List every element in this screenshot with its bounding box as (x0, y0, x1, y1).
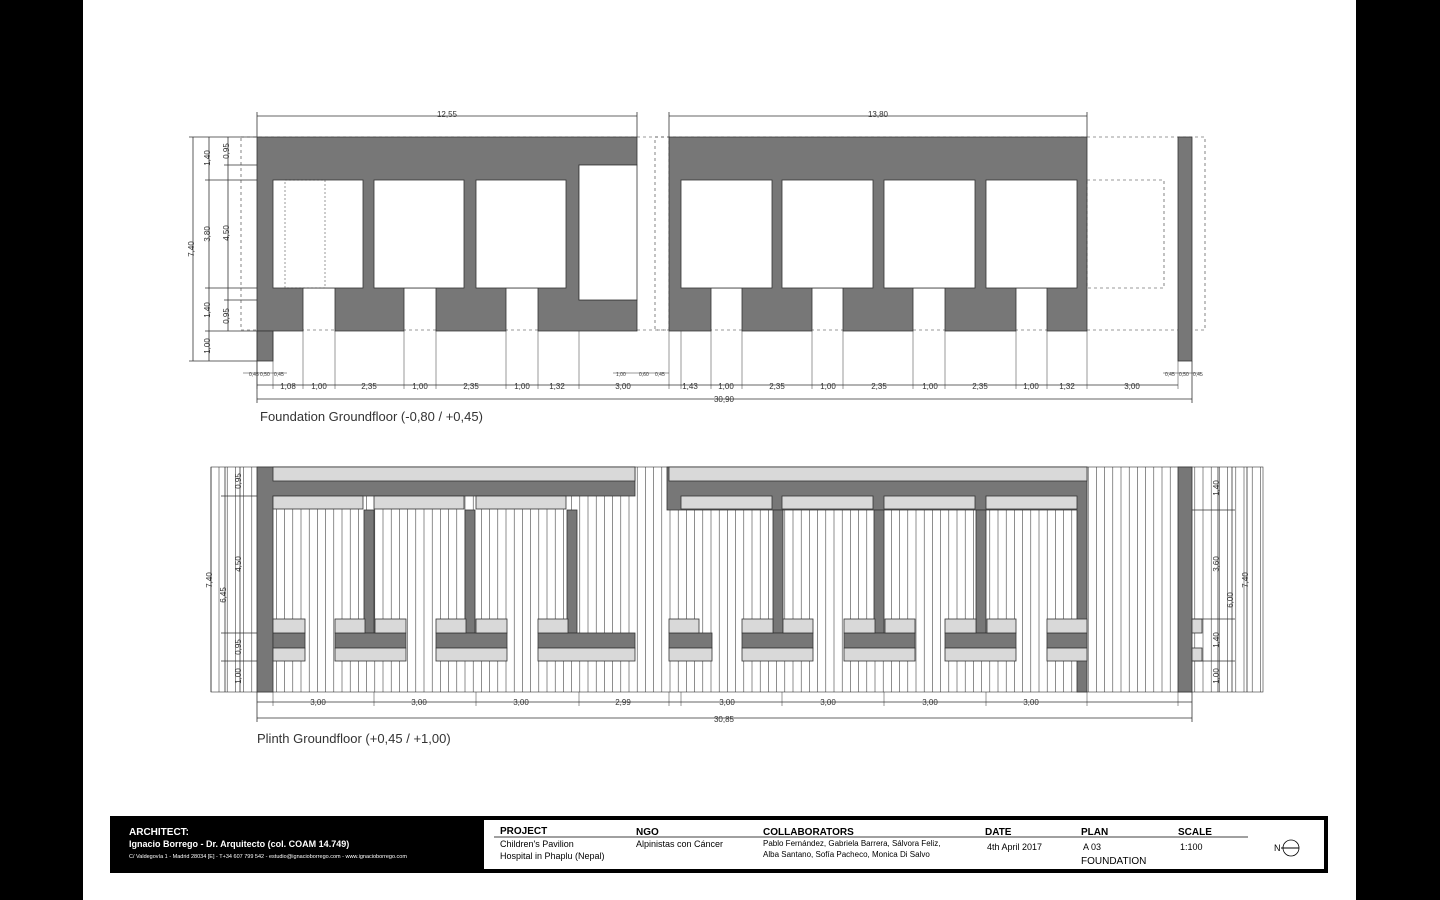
plinth-caption: Plinth Groundfloor (+0,45 / +1,00) (257, 731, 451, 746)
ngo-value: Alpinistas con Cáncer (636, 839, 724, 849)
dim-bottom-segment: 1,00 (412, 382, 428, 391)
dim-right-mid: 1,40 (1212, 632, 1221, 648)
dim-small: 0,50 (260, 372, 270, 378)
title-block (110, 816, 1328, 873)
dim-left-mid: 1,00 (234, 668, 243, 684)
dim-top-right: 13,80 (867, 110, 889, 119)
dim-bottom-segment: 2,35 (972, 382, 988, 391)
dim-right-mid: 1,40 (1212, 480, 1221, 496)
dim-bottom-segment: 3,00 (719, 698, 735, 707)
foundation-caption: Foundation Groundfloor (-0,80 / +0,45) (260, 409, 483, 424)
date-label: DATE (985, 827, 1012, 838)
plan-label: PLAN (1081, 827, 1109, 838)
plan-name: FOUNDATION (1081, 856, 1147, 867)
dim-left-outer: 7,40 (205, 572, 214, 588)
project-label: PROJECT (500, 826, 548, 837)
dim-left-inner: 4,50 (222, 225, 231, 241)
dim-left-mid: 4,50 (234, 556, 243, 572)
dim-small: 0,45 (655, 372, 665, 378)
plan-number: A 03 (1083, 842, 1102, 852)
dim-bottom-segment: 3,00 (1124, 382, 1140, 391)
dim-bottom-segment: 3,00 (1023, 698, 1039, 707)
dim-left-mid: 1,40 (203, 302, 212, 318)
dim-bottom-segment: 3,00 (820, 698, 836, 707)
dim-small: 0,45 (274, 372, 284, 378)
dim-left-mid: 1,00 (203, 338, 212, 354)
dim-bottom-segment: 1,32 (549, 382, 565, 391)
date-value: 4th April 2017 (987, 842, 1043, 852)
dim-bottom-total: 30,85 (713, 715, 735, 724)
dim-bottom-segment: 1,00 (514, 382, 530, 391)
foundation-end-stub (257, 331, 273, 361)
dim-left-mid: 3,80 (203, 226, 212, 242)
dim-small: 0,45 (249, 372, 259, 378)
plinth-plan (211, 467, 1263, 722)
ngo-label: NGO (636, 827, 659, 838)
dim-bottom-segment: 2,35 (463, 382, 479, 391)
dim-bottom-segment: 1,00 (820, 382, 836, 391)
scale-label: SCALE (1178, 827, 1212, 838)
plan-drawing (83, 0, 1356, 900)
architect-name: Ignacio Borrego - Dr. Arquitecto (col. COAM 14.749) (129, 839, 350, 849)
dim-left-mid: 1,40 (203, 150, 212, 166)
dim-small: 1,00 (616, 372, 626, 378)
dim-left-inner: 0,95 (222, 143, 231, 159)
dim-small: 0,60 (639, 372, 649, 378)
dim-bottom-segment: 2,35 (361, 382, 377, 391)
dim-right-mid: 3,60 (1212, 556, 1221, 572)
dim-top-left: 12,55 (436, 110, 458, 119)
plinth-end-wall (1178, 467, 1192, 692)
dim-small: 0,45 (1165, 372, 1175, 378)
dim-left-inner: 6,45 (219, 587, 228, 603)
collaborators-label: COLLABORATORS (763, 827, 854, 838)
dim-bottom-segment: 1,32 (1059, 382, 1075, 391)
foundation-end-wall (1178, 137, 1192, 361)
project-line-2: Hospital in Phaplu (Nepal) (500, 851, 605, 861)
drawing-sheet (83, 0, 1356, 900)
architect-address: C/ Valdegovía 1 - Madrid 28034 [E] - T+34 607 799 542 - estudio@ignacioborrego.com - www.ignacioborrego.com (129, 854, 407, 860)
collaborators-line-2: Alba Santano, Sofía Pacheco, Monica Di Salvo (763, 850, 930, 859)
dim-bottom-segment: 3,00 (411, 698, 427, 707)
dim-small: 0,45 (1193, 372, 1203, 378)
dim-bottom-segment: 3,00 (310, 698, 326, 707)
dim-bottom-segment: 1,00 (718, 382, 734, 391)
dim-bottom-segment: 1,00 (922, 382, 938, 391)
dim-bottom-segment: 3,00 (922, 698, 938, 707)
dim-left-inner: 0,95 (222, 308, 231, 324)
foundation-plan (189, 112, 1205, 403)
scale-value: 1:100 (1180, 842, 1203, 852)
dim-left-outer: 7,40 (187, 241, 196, 257)
dim-bottom-segment: 3,00 (615, 382, 631, 391)
architect-label: ARCHITECT: (129, 827, 189, 838)
dim-bottom-segment: 1,00 (1023, 382, 1039, 391)
project-line-1: Children's Pavilion (500, 839, 574, 849)
dim-bottom-segment: 1,08 (280, 382, 296, 391)
dim-bottom-segment: 2,35 (769, 382, 785, 391)
dim-bottom-segment: 1,00 (311, 382, 327, 391)
dim-bottom-segment: 3,00 (513, 698, 529, 707)
dim-bottom-segment: 2,35 (871, 382, 887, 391)
dim-left-mid: 0,95 (234, 473, 243, 489)
dim-bottom-total: 30,90 (713, 395, 735, 404)
dim-right-inner: 6,00 (1226, 592, 1235, 608)
dim-left-mid: 0,95 (234, 639, 243, 655)
dim-small: 0,50 (1179, 372, 1189, 378)
dim-right-outer: 7,40 (1241, 572, 1250, 588)
north-label: N (1274, 843, 1281, 853)
dim-right-mid: 1,00 (1212, 668, 1221, 684)
dim-bottom-segment: 1,43 (682, 382, 698, 391)
collaborators-line-1: Pablo Fernández, Gabriela Barrera, Sálvora Feliz, (763, 839, 941, 848)
dim-bottom-segment: 2,99 (615, 698, 631, 707)
